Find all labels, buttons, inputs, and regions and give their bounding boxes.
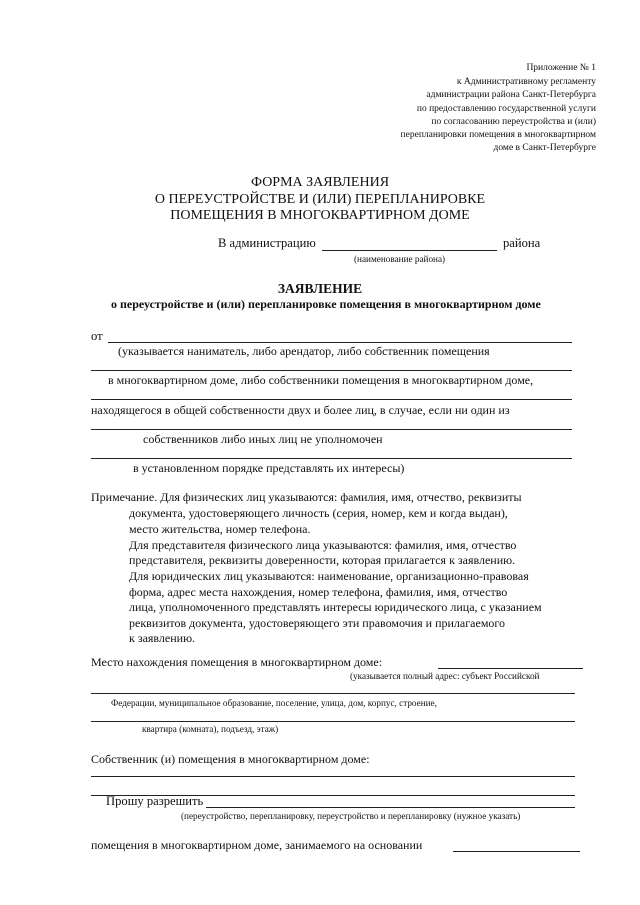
admin-hint: (наименование района): [354, 254, 446, 264]
note-line-6: Для юридических лиц указываются: наименование, организационно-правовая: [129, 569, 529, 583]
applicant-field-4[interactable]: [91, 429, 572, 430]
note-line-5: представителя, реквизиты доверенности, которая прилагается к заявлению.: [129, 553, 516, 567]
applicant-hint-2: в многоквартирном доме, либо собственники помещения в многоквартирном доме,: [108, 373, 534, 387]
form-title: [0, 175, 640, 225]
admin-label: В администрацию: [218, 236, 316, 250]
note-line-10: к заявлению.: [129, 631, 196, 645]
annex-line-6: перепланировки помещения в многоквартирном: [400, 130, 596, 140]
note-line-2: документа, удостоверяющего личность (серия, номер, кем и когда выдан),: [129, 506, 508, 520]
applicant-hint-4: собственников либо иных лиц не уполномочен: [143, 432, 383, 446]
annex-line-7: доме в Санкт-Петербурге: [493, 143, 596, 153]
note-line-7: форма, адрес места нахождения, номер телефона, фамилия, имя, отчество: [129, 585, 508, 599]
note-line-9: реквизитов документа, удостоверяющего эти правомочия и прилагаемого: [129, 616, 506, 630]
request-label: Прошу разрешить: [106, 794, 204, 808]
note-line-3: место жительства, номер телефона.: [129, 522, 311, 536]
note-line-1: Примечание. Для физических лиц указываются: фамилия, имя, отчество, реквизиты: [91, 490, 522, 504]
admin-district-field[interactable]: [322, 250, 497, 251]
location-hint-1: (указывается полный адрес: субъект Российской: [350, 671, 540, 681]
location-hint-2: Федерации, муниципальное образование, поселение, улица, дом, корпус, строение,: [111, 698, 437, 708]
location-label: Место нахождения помещения в многоквартирном доме:: [91, 655, 383, 669]
note-line-4: Для представителя физического лица указываются: фамилия, имя, отчество: [129, 538, 517, 552]
applicant-field-2[interactable]: [91, 370, 572, 371]
admin-suffix: района: [503, 236, 541, 250]
annex-line-2: к Административному регламенту: [456, 77, 596, 87]
location-field-1[interactable]: [438, 668, 583, 669]
applicant-hint-3: находящегося в общей собственности двух и более лиц, в случае, если ни один из: [91, 403, 510, 417]
basis-field[interactable]: [453, 851, 580, 852]
applicant-hint-5: в установленном порядке представлять их интересы): [133, 461, 405, 475]
location-field-3[interactable]: [91, 721, 575, 722]
annex-line-3: администрации района Санкт-Петербурга: [426, 90, 596, 100]
from-label: от: [91, 329, 103, 343]
form-title-line-3: ПОМЕЩЕНИЯ В МНОГОКВАРТИРНОМ ДОМЕ: [170, 208, 470, 223]
annex-line-4: по предоставлению государственной услуги: [416, 104, 596, 114]
statement-heading: ЗАЯВЛЕНИЕ: [277, 281, 363, 296]
statement-subheading: о переустройстве и (или) перепланировке помещения в многоквартирном доме: [111, 297, 541, 311]
basis-label: помещения в многоквартирном доме, занимаемого на основании: [91, 838, 423, 852]
form-title-line-1: ФОРМА ЗАЯВЛЕНИЯ: [250, 175, 390, 190]
location-hint-3: квартира (комната), подъезд, этаж): [142, 724, 279, 734]
annex-line-5: по согласованию переустройства и (или): [431, 117, 596, 127]
annex-line-1: Приложение № 1: [526, 63, 596, 73]
form-title-line-2: О ПЕРЕУСТРОЙСТВЕ И (ИЛИ) ПЕРЕПЛАНИРОВКЕ: [154, 191, 486, 207]
owners-field-1[interactable]: [91, 776, 575, 777]
location-field-2[interactable]: [91, 693, 575, 694]
request-field[interactable]: [206, 807, 575, 808]
applicant-field-5[interactable]: [91, 458, 572, 459]
note-line-8: лица, уполномоченного представлять интересы юридического лица, с указанием: [129, 600, 542, 614]
applicant-field-1[interactable]: [108, 342, 572, 343]
request-hint: (переустройство, перепланировку, переустройство и перепланировку (нужное указать): [181, 811, 521, 821]
applicant-field-3[interactable]: [91, 399, 572, 400]
owners-label: Собственник (и) помещения в многоквартирном доме:: [91, 752, 370, 766]
applicant-hint-1: (указывается наниматель, либо арендатор, либо собственник помещения: [118, 344, 490, 358]
